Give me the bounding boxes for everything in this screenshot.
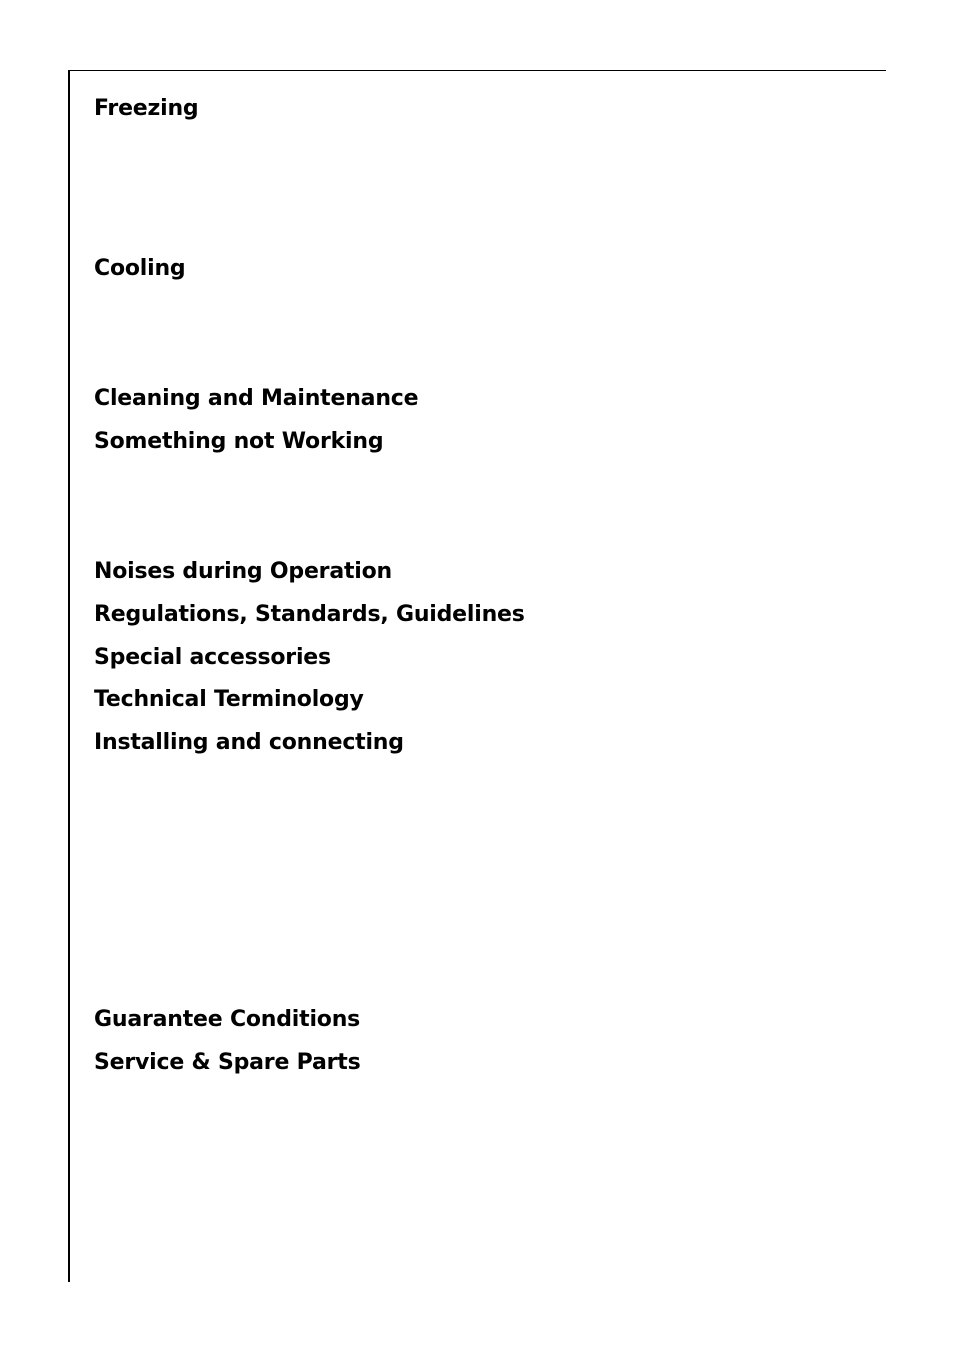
section-heading-special-accessories: Special accessories [94,645,331,670]
section-heading-freezing: Freezing [94,96,199,121]
page-frame-top-rule [68,70,886,71]
section-heading-service-spare-parts: Service & Spare Parts [94,1050,361,1075]
section-heading-noises-during-operation: Noises during Operation [94,559,393,584]
section-heading-installing-connecting: Installing and connecting [94,730,404,755]
page-frame-left-rule [68,70,70,1282]
section-heading-guarantee-conditions: Guarantee Conditions [94,1007,361,1032]
section-heading-cleaning-maintenance: Cleaning and Maintenance [94,386,419,411]
section-heading-something-not-working: Something not Working [94,429,384,454]
section-heading-technical-terminology: Technical Terminology [94,687,364,712]
section-heading-regulations: Regulations, Standards, Guidelines [94,602,525,627]
section-heading-cooling: Cooling [94,256,186,281]
